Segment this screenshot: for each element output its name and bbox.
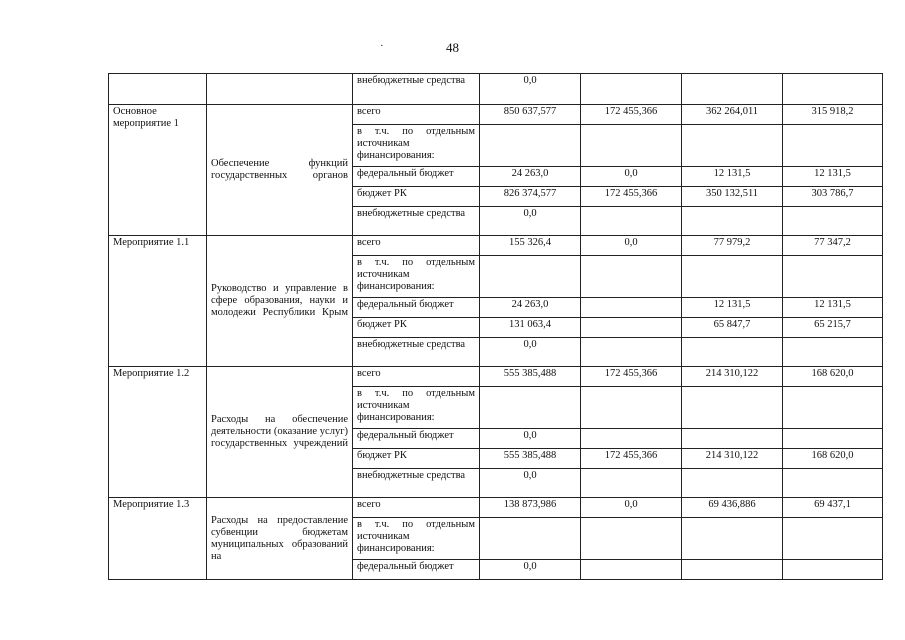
year3-cell: 69 437,1 (783, 498, 883, 518)
source-cell: федеральный бюджет (353, 167, 480, 187)
year2-cell: 12 131,5 (682, 298, 783, 318)
year2-cell (682, 125, 783, 167)
description-cell (207, 74, 353, 105)
year3-cell: 65 215,7 (783, 318, 883, 338)
year1-cell: 172 455,366 (581, 367, 682, 387)
year3-cell (783, 429, 883, 449)
year2-cell (682, 387, 783, 429)
year3-cell: 168 620,0 (783, 449, 883, 469)
year2-cell (682, 469, 783, 498)
source-cell: всего (353, 236, 480, 256)
total-cell: 850 637,577 (480, 105, 581, 125)
total-cell (480, 256, 581, 298)
table-row (109, 74, 883, 105)
description-cell: Расходы на обеспечение деятельности (оказание услуг) государственных учреждений (207, 367, 353, 498)
table-row (109, 367, 883, 387)
year3-cell (783, 387, 883, 429)
year3-cell (783, 469, 883, 498)
total-cell (480, 387, 581, 429)
year1-cell (581, 560, 682, 580)
year3-cell: 77 347,2 (783, 236, 883, 256)
year2-cell (682, 256, 783, 298)
year2-cell: 12 131,5 (682, 167, 783, 187)
source-cell: в т.ч. по отдельным источникам финансирования: (353, 256, 480, 298)
source-cell: всего (353, 498, 480, 518)
year1-cell (581, 338, 682, 367)
year3-cell: 12 131,5 (783, 298, 883, 318)
source-cell: в т.ч. по отдельным источникам финансирования: (353, 125, 480, 167)
year2-cell: 214 310,122 (682, 367, 783, 387)
page-mark: · (380, 40, 384, 52)
year2-cell: 350 132,511 (682, 187, 783, 207)
year3-cell (783, 207, 883, 236)
year1-cell (581, 256, 682, 298)
source-cell: внебюджетные средства (353, 469, 480, 498)
total-cell: 138 873,986 (480, 498, 581, 518)
year3-cell: 168 620,0 (783, 367, 883, 387)
page-number: 48 (446, 40, 459, 55)
year3-cell: 12 131,5 (783, 167, 883, 187)
year3-cell (783, 125, 883, 167)
total-cell: 24 263,0 (480, 298, 581, 318)
total-cell: 826 374,577 (480, 187, 581, 207)
year2-cell (682, 518, 783, 560)
year3-cell (783, 518, 883, 560)
total-cell: 0,0 (480, 560, 581, 580)
year1-cell: 0,0 (581, 167, 682, 187)
source-cell: всего (353, 105, 480, 125)
year1-cell: 0,0 (581, 498, 682, 518)
year1-cell (581, 318, 682, 338)
description-cell: Расходы на предоставление субвенции бюджетам муниципальных образований на (207, 498, 353, 580)
year2-cell (682, 74, 783, 105)
year2-cell (682, 338, 783, 367)
year3-cell (783, 560, 883, 580)
source-cell: федеральный бюджет (353, 560, 480, 580)
source-cell: федеральный бюджет (353, 298, 480, 318)
total-cell: 24 263,0 (480, 167, 581, 187)
activity-cell: Мероприятие 1.1 (109, 236, 207, 367)
activity-cell (109, 74, 207, 105)
total-cell (480, 518, 581, 560)
total-cell: 0,0 (480, 338, 581, 367)
year2-cell: 65 847,7 (682, 318, 783, 338)
year1-cell: 172 455,366 (581, 187, 682, 207)
total-cell: 0,0 (480, 207, 581, 236)
year2-cell: 69 436,886 (682, 498, 783, 518)
year1-cell (581, 207, 682, 236)
activity-cell: Основное мероприятие 1 (109, 105, 207, 236)
year3-cell (783, 338, 883, 367)
source-cell: внебюджетные средства (353, 207, 480, 236)
description-cell: Обеспечение функций государственных органов (207, 105, 353, 236)
table-row (109, 236, 883, 256)
year2-cell (682, 560, 783, 580)
total-cell: 0,0 (480, 74, 581, 105)
source-cell: внебюджетные средства (353, 74, 480, 105)
total-cell: 0,0 (480, 469, 581, 498)
year1-cell (581, 298, 682, 318)
year1-cell: 172 455,366 (581, 449, 682, 469)
year1-cell (581, 469, 682, 498)
total-cell: 0,0 (480, 429, 581, 449)
source-cell: бюджет РК (353, 449, 480, 469)
year2-cell: 77 979,2 (682, 236, 783, 256)
year2-cell (682, 207, 783, 236)
table-row (109, 105, 883, 125)
source-cell: в т.ч. по отдельным источникам финансирования: (353, 518, 480, 560)
year3-cell: 303 786,7 (783, 187, 883, 207)
total-cell: 131 063,4 (480, 318, 581, 338)
source-cell: бюджет РК (353, 187, 480, 207)
total-cell (480, 125, 581, 167)
year1-cell: 0,0 (581, 236, 682, 256)
year2-cell: 214 310,122 (682, 449, 783, 469)
total-cell: 555 385,488 (480, 449, 581, 469)
year1-cell: 172 455,366 (581, 105, 682, 125)
year1-cell (581, 125, 682, 167)
year3-cell (783, 74, 883, 105)
source-cell: внебюджетные средства (353, 338, 480, 367)
table-row (109, 498, 883, 518)
source-cell: всего (353, 367, 480, 387)
year1-cell (581, 518, 682, 560)
activity-cell: Мероприятие 1.2 (109, 367, 207, 498)
description-cell: Руководство и управление в сфере образования, науки и молодежи Республики Крым (207, 236, 353, 367)
year2-cell: 362 264,011 (682, 105, 783, 125)
year3-cell (783, 256, 883, 298)
total-cell: 555 385,488 (480, 367, 581, 387)
year1-cell (581, 74, 682, 105)
year1-cell (581, 429, 682, 449)
year3-cell: 315 918,2 (783, 105, 883, 125)
funding-table (108, 73, 883, 580)
total-cell: 155 326,4 (480, 236, 581, 256)
activity-cell: Мероприятие 1.3 (109, 498, 207, 580)
year1-cell (581, 387, 682, 429)
source-cell: в т.ч. по отдельным источникам финансирования: (353, 387, 480, 429)
year2-cell (682, 429, 783, 449)
source-cell: федеральный бюджет (353, 429, 480, 449)
source-cell: бюджет РК (353, 318, 480, 338)
